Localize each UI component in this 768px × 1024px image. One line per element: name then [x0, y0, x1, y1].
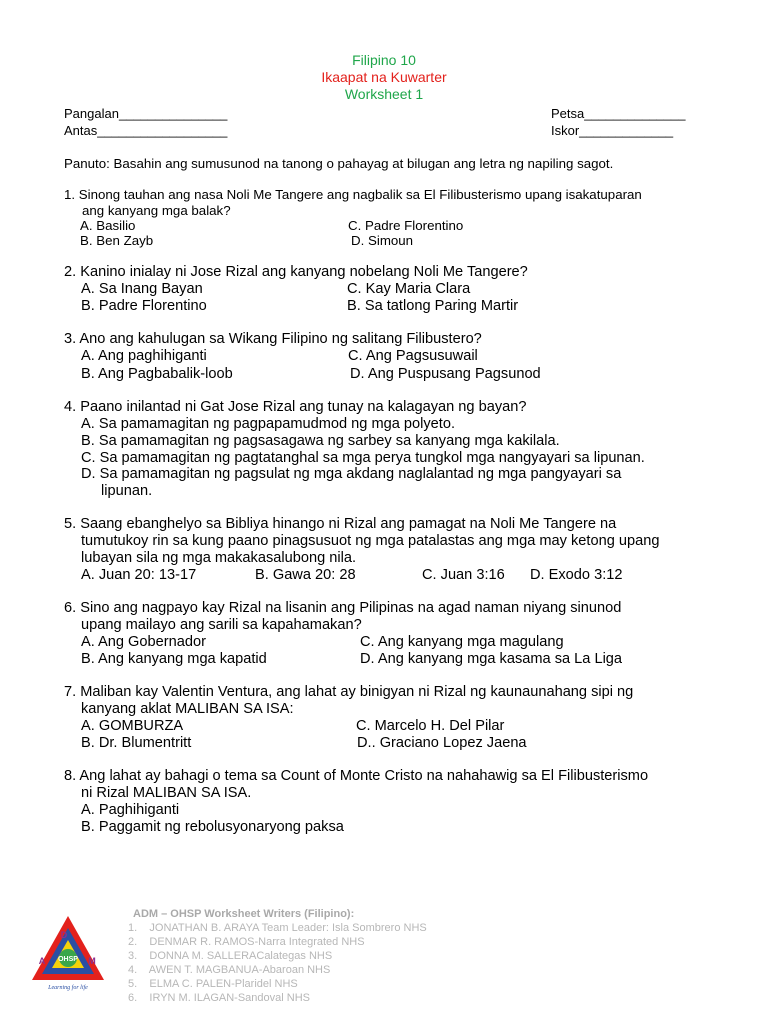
footer-writer-2: 2. DENMAR R. RAMOS-Narra Integrated NHS — [128, 936, 365, 948]
q2-stem: 2. Kanino inialay ni Jose Rizal ang kanyang nobelang Noli Me Tangere? — [64, 264, 528, 280]
q5-choice-d[interactable]: D. Exodo 3:12 — [530, 567, 623, 583]
q4-choice-a[interactable]: A. Sa pamamagitan ng pagpapamudmod ng mga polyeto. — [81, 416, 456, 432]
q4-choice-d[interactable]: D. Sa pamamagitan ng pagsulat ng mga akdang naglalantad ng mga pangyayari sa — [81, 466, 622, 482]
q7-choice-b[interactable]: B. Dr. Blumentritt — [81, 735, 192, 751]
subject-title: Filipino 10 — [352, 52, 416, 68]
q7-choice-a[interactable]: A. GOMBURZA — [81, 718, 184, 734]
q6-choice-b[interactable]: B. Ang kanyang mga kapatid — [81, 651, 267, 667]
q6-choice-c[interactable]: C. Ang kanyang mga magulang — [360, 634, 564, 650]
q3-choice-c[interactable]: C. Ang Pagsusuwail — [348, 348, 478, 364]
q7-choice-d[interactable]: D.. Graciano Lopez Jaena — [357, 735, 527, 751]
quarter-title: Ikaapat na Kuwarter — [321, 69, 447, 85]
q3-choice-a[interactable]: A. Ang paghihiganti — [81, 348, 207, 364]
instructions: Panuto: Basahin ang sumusunod na tanong o pahayag at bilugan ang letra ng napiling sagot. — [64, 156, 614, 171]
worksheet-title: Worksheet 1 — [344, 86, 424, 102]
q2-choice-c[interactable]: C. Kay Maria Clara — [347, 281, 471, 297]
q8-stem-line1: 8. Ang lahat ay bahagi o tema sa Count of Monte Cristo na nahahawig sa El Filibusterismo — [64, 768, 649, 784]
footer-writer-3: 3. DONNA M. SALLERACalategas NHS — [128, 950, 333, 962]
logo-letter-m: M — [88, 956, 96, 966]
q5-stem-line3: lubayan sila ng mga makakasalubong nila. — [81, 550, 357, 566]
q8-choice-a[interactable]: A. Paghihiganti — [81, 802, 180, 818]
q4-stem: 4. Paano inilantad ni Gat Jose Rizal ang tunay na kalagayan ng bayan? — [64, 399, 527, 415]
logo-tagline: Learning for life — [48, 985, 88, 991]
q2-choice-a[interactable]: A. Sa Inang Bayan — [81, 281, 203, 297]
score-field[interactable]: Iskor_____________ — [551, 123, 674, 138]
section-field[interactable]: Antas__________________ — [64, 123, 228, 138]
date-field[interactable]: Petsa______________ — [551, 106, 686, 121]
q7-choice-c[interactable]: C. Marcelo H. Del Pilar — [356, 718, 505, 734]
footer-writer-5: 5. ELMA C. PALEN-Plaridel NHS — [128, 978, 298, 990]
q1-choice-b[interactable]: B. Ben Zayb — [80, 233, 154, 248]
q1-stem-line2: ang kanyang mga balak? — [82, 203, 231, 218]
footer-writer-4: 4. AWEN T. MAGBANUA-Abaroan NHS — [128, 964, 331, 976]
logo-letter-a: A — [38, 956, 46, 966]
q5-stem-line1: 5. Saang ebanghelyo sa Bibliya hinango ni Rizal ang pamagat na Noli Me Tangere na — [64, 516, 617, 532]
q5-stem-line2: tumutukoy rin sa kung paano pinagsusuot ng mga patalastas ang mga may ketong upang — [81, 533, 660, 549]
q1-choice-c[interactable]: C. Padre Florentino — [348, 218, 464, 233]
q4-choice-b[interactable]: B. Sa pamamagitan ng pagsasagawa ng sarbey sa kanyang mga kakilala. — [81, 433, 560, 449]
logo-center-text: OHSP — [58, 956, 78, 963]
q6-choice-a[interactable]: A. Ang Gobernador — [81, 634, 206, 650]
q5-choice-b[interactable]: B. Gawa 20: 28 — [255, 567, 356, 583]
q1-choice-a[interactable]: A. Basilio — [80, 218, 136, 233]
q3-stem: 3. Ano ang kahulugan sa Wikang Filipino ng salitang Filibustero? — [64, 331, 482, 347]
q4-choice-d-cont: lipunan. — [101, 483, 153, 499]
footer-title: ADM – OHSP Worksheet Writers (Filipino): — [133, 908, 355, 920]
q6-stem-line1: 6. Sino ang nagpayo kay Rizal na lisanin ang Pilipinas na agad naman niyang sinunod — [64, 600, 622, 616]
name-field[interactable]: Pangalan_______________ — [64, 106, 228, 121]
q1-stem-line1: 1. Sinong tauhan ang nasa Noli Me Tangere ang nagbalik sa El Filibusterismo upang isakatuparan — [64, 187, 642, 202]
footer-writer-6: 6. IRYN M. ILAGAN-Sandoval NHS — [128, 992, 310, 1004]
q6-stem-line2: upang mailayo ang sarili sa kapahamakan? — [81, 617, 362, 633]
q5-choice-c[interactable]: C. Juan 3:16 — [422, 567, 505, 583]
q7-stem-line1: 7. Maliban kay Valentin Ventura, ang lahat ay binigyan ni Rizal ng kaunaunahang sipi ng — [64, 684, 634, 700]
q3-choice-b[interactable]: B. Ang Pagbabalik-loob — [81, 366, 233, 382]
q8-choice-b[interactable]: B. Paggamit ng rebolusyonaryong paksa — [81, 819, 344, 835]
q2-choice-b2[interactable]: B. Sa tatlong Paring Martir — [347, 298, 519, 314]
q3-choice-d[interactable]: D. Ang Puspusang Pagsunod — [350, 366, 541, 382]
q5-choice-a[interactable]: A. Juan 20: 13-17 — [81, 567, 197, 583]
q6-choice-d[interactable]: D. Ang kanyang mga kasama sa La Liga — [360, 651, 623, 667]
q2-choice-b[interactable]: B. Padre Florentino — [81, 298, 207, 314]
q7-stem-line2: kanyang aklat MALIBAN SA ISA: — [81, 701, 294, 717]
q8-stem-line2: ni Rizal MALIBAN SA ISA. — [81, 785, 252, 801]
logo-letter-d: D — [60, 930, 68, 940]
footer-writer-1: 1. JONATHAN B. ARAYA Team Leader: Isla Sombrero NHS — [128, 922, 427, 934]
q1-choice-d[interactable]: D. Simoun — [351, 233, 414, 248]
ohsp-logo — [28, 912, 108, 992]
q4-choice-c[interactable]: C. Sa pamamagitan ng pagtatanghal sa mga perya tungkol mga nangyayari sa lipunan. — [81, 450, 645, 466]
